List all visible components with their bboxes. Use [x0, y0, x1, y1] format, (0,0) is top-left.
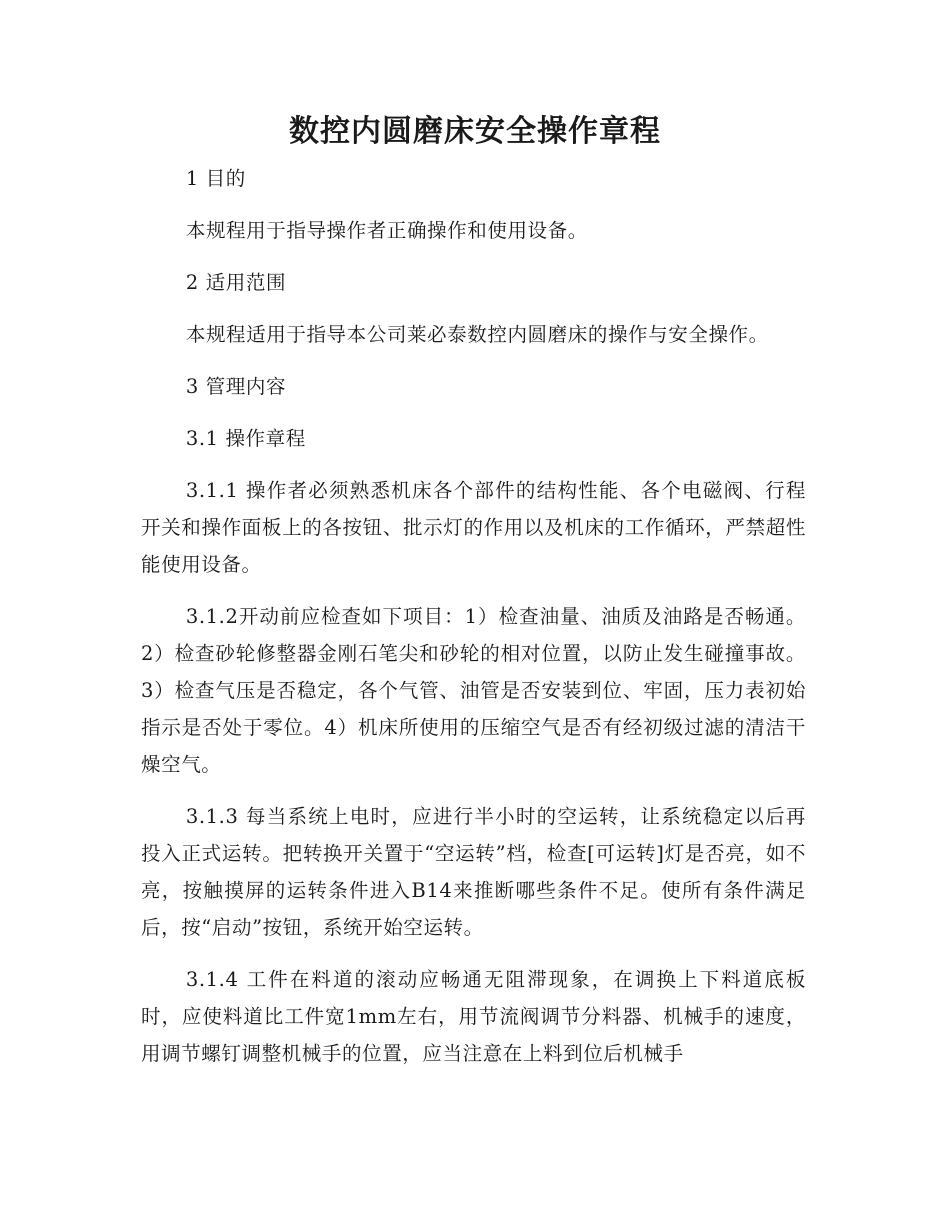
- paragraph-3-1-2: 3.1.2开动前应检查如下项目：1）检查油量、油质及油路是否畅通。2）检查砂轮修整器金刚石笔尖和砂轮的相对位置，以防止发生碰撞事故。3）检查气压是否稳定，各个气管、油管是否安装到位、牢固，压力表初始指示是否处于零位。4）机床所使用的压缩空气是否有经初级过滤的清洁干燥空气。: [141, 605, 806, 776]
- section-heading-management: 3 管理内容: [185, 375, 287, 398]
- document-title: 数控内圆磨床安全操作章程: [289, 114, 661, 149]
- paragraph-3-1-1: 3.1.1 操作者必须熟悉机床各个部件的结构性能、各个电磁阀、行程开关和操作面板上的各按钮、批示灯的作用以及机床的工作循环，严禁超性能使用设备。: [141, 479, 806, 576]
- section-heading-scope: 2 适用范围: [185, 271, 287, 294]
- section-heading-purpose: 1 目的: [185, 167, 246, 190]
- paragraph-scope: 本规程适用于指导本公司莱必泰数控内圆磨床的操作与安全操作。: [185, 323, 769, 346]
- paragraph-3-1-4: 3.1.4 工件在料道的滚动应畅通无阻滞现象，在调换上下料道底板时，应使料道比工件宽1mm左右，用节流阀调节分料器、机械手的速度，用调节螺钉调整机械手的位置，应当注意在上料到位后机械手: [141, 968, 806, 1065]
- document-body: [141, 160, 806, 1087]
- paragraph-purpose: 本规程用于指导操作者正确操作和使用设备。: [185, 219, 588, 242]
- paragraph-3-1-3: 3.1.3 每当系统上电时，应进行半小时的空运转，让系统稳定以后再投入正式运转。把转换开关置于“空运转”档，检查[可运转]灯是否亮，如不亮，按触摸屏的运转条件进入B14来推断哪些条件不足。使所有条件满足后，按“启动”按钮，系统开始空运转。: [141, 805, 806, 939]
- subsection-heading-operation: 3.1 操作章程: [185, 427, 306, 450]
